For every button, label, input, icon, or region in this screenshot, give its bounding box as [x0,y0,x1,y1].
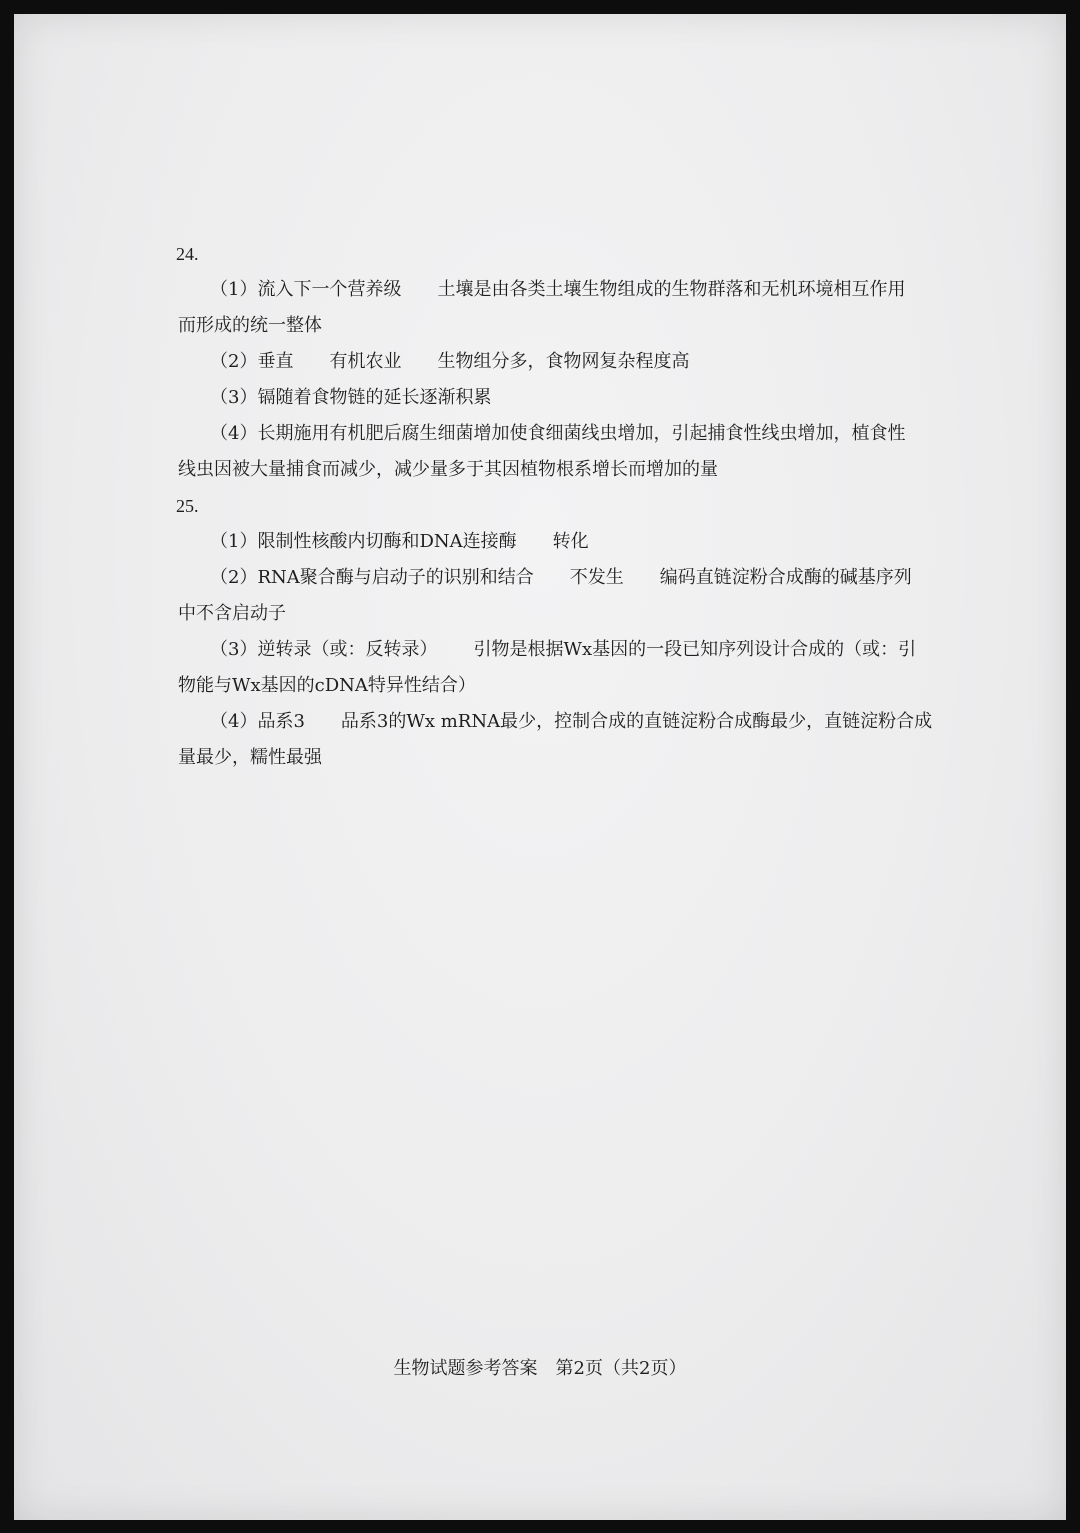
q25-part-4-continuation: 量最少，糯性最强 [178,747,322,768]
q25-part-4 [166,704,946,776]
q24-part-2 [166,344,946,380]
q24-part-1-answer-a: （1）流入下一个营养级 [210,279,402,300]
q24-part-3 [166,380,946,416]
q24-part-2-answer-a: （2）垂直 [210,351,294,372]
q24-part-4-answer: （4）长期施用有机肥后腐生细菌增加使食细菌线虫增加，引起捕食性线虫增加，植食性 [210,423,906,444]
q24-part-1-continuation: 而形成的统一整体 [178,315,322,336]
q25-part-1-answer-b: 转化 [552,531,589,552]
question-25-number: 25. [176,496,199,516]
q24-part-3-answer: （3）镉随着食物链的延长逐渐积累 [210,387,492,408]
q24-part-2-answer-c: 生物组分多，食物网复杂程度高 [437,351,690,372]
q25-part-3-answer-a: （3）逆转录（或：反转录） [210,639,438,660]
q25-part-2-continuation: 中不含启动子 [178,603,286,624]
q24-part-4 [166,416,946,488]
q24-part-2-answer-b: 有机农业 [329,351,402,372]
q25-part-3-answer-b: 引物是根据Wx基因的一段已知序列设计合成的（或：引 [473,639,917,660]
q25-part-1 [166,524,946,560]
q24-part-1-answer-b: 土壤是由各类土壤生物组成的生物群落和无机环境相互作用 [437,279,906,300]
q24-part-1 [166,272,946,344]
answer-content [166,236,946,776]
q25-part-3-continuation: 物能与Wx基因的cDNA特异性结合） [178,675,476,696]
q25-part-2 [166,560,946,632]
q25-part-4-answer-a: （4）品系3 [210,711,305,732]
footer-page-number: 第2页（共2页） [555,1358,687,1379]
page-footer [14,1354,1066,1380]
q24-part-4-continuation: 线虫因被大量捕食而减少，减少量多于其因植物根系增长而增加的量 [178,459,718,480]
q25-part-1-answer-a: （1）限制性核酸内切酶和DNA连接酶 [210,531,517,552]
answer-sheet [14,14,1066,1520]
footer-title: 生物试题参考答案 [393,1358,538,1379]
question-24-number: 24. [176,244,199,264]
q25-part-2-answer-a: （2）RNA聚合酶与启动子的识别和结合 [210,567,534,588]
q25-part-4-answer-b: 品系3的Wx mRNA最少，控制合成的直链淀粉合成酶最少，直链淀粉合成 [340,711,933,732]
q25-part-2-answer-c: 编码直链淀粉合成酶的碱基序列 [659,567,912,588]
q25-part-2-answer-b: 不发生 [569,567,624,588]
q25-part-3 [166,632,946,704]
